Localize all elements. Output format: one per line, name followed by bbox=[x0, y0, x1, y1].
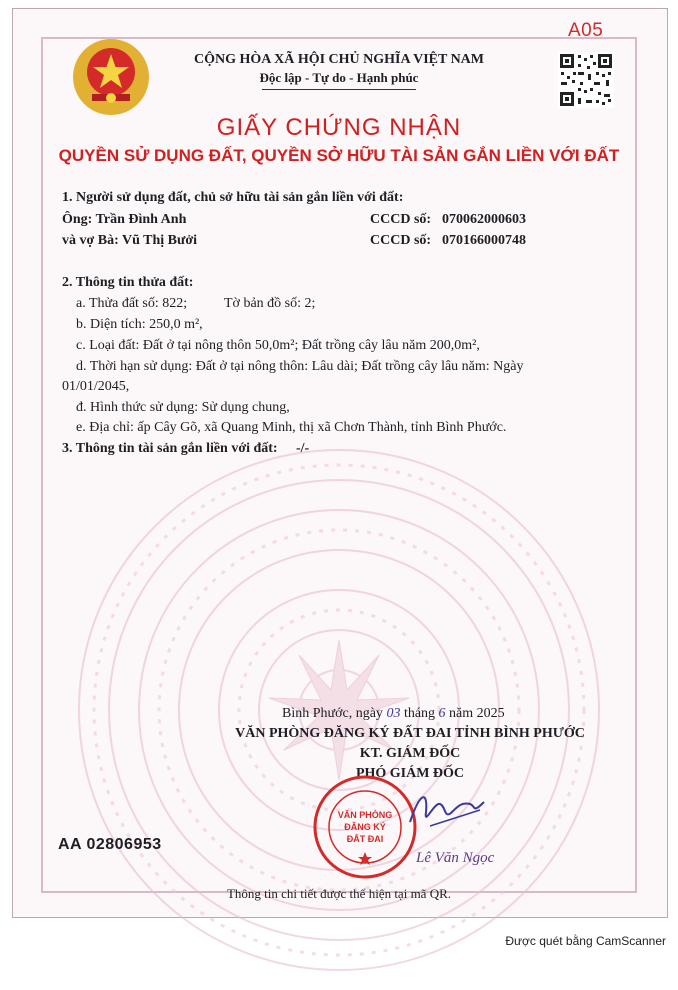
section1-heading: 1. Người sử dụng đất, chủ sở hữu tài sản gắn liền với đất: bbox=[62, 190, 404, 205]
signing-place-date bbox=[282, 706, 505, 722]
motto-underline bbox=[262, 89, 416, 90]
seal-line-1: VĂN PHÒNG bbox=[337, 810, 393, 820]
certificate-subtitle: QUYỀN SỬ DỤNG ĐẤT, QUYỀN SỞ HỮU TÀI SẢN GẮN LIỀN VỚI ĐẤT bbox=[58, 146, 620, 165]
deputy-director-title: PHÓ GIÁM ĐỐC bbox=[355, 766, 465, 781]
section2-heading: 2. Thông tin thửa đất: bbox=[62, 275, 194, 290]
attached-assets-value: -/- bbox=[296, 441, 310, 456]
certificate-title: GIẤY CHỨNG NHẬN bbox=[216, 114, 462, 141]
land-use-term: d. Thời hạn sử dụng: Đất ở tại nông thôn: Lâu dài; Đất trồng cây lâu năm: Ngày bbox=[76, 359, 524, 374]
signing-day: 03 bbox=[386, 706, 401, 721]
month-label: tháng bbox=[403, 706, 436, 721]
spouse-id-label: CCCD số: bbox=[370, 233, 432, 248]
map-sheet-number: Tờ bản đồ số: 2; bbox=[224, 296, 316, 311]
qr-footer-note: Thông tin chi tiết được thể hiện tại mã QR. bbox=[226, 886, 452, 901]
signing-month: 6 bbox=[438, 706, 446, 721]
owner-line: Ông: Trần Đình Anh bbox=[62, 212, 187, 227]
certificate-serial: AA 02806953 bbox=[58, 836, 162, 853]
parcel-number: a. Thửa đất số: 822; bbox=[76, 296, 188, 311]
scanner-credit: Được quét bằng CamScanner bbox=[505, 934, 666, 948]
land-type: c. Loại đất: Đất ở tại nông thôn 50,0m²; Đất trồng cây lâu năm 200,0m², bbox=[76, 338, 480, 353]
signer-name: Lê Văn Ngọc bbox=[416, 850, 495, 866]
section3-heading: 3. Thông tin tài sản gắn liền với đất: bbox=[62, 441, 278, 456]
land-use-term-date: 01/01/2045, bbox=[62, 379, 130, 394]
nation-name: CỘNG HÒA XÃ HỘI CHỦ NGHĨA VIỆT NAM bbox=[193, 52, 484, 67]
issuing-office: VĂN PHÒNG ĐĂNG KÝ ĐẤT ĐAI TỈNH BÌNH PHƯỚC bbox=[235, 726, 585, 741]
seal-line-3: ĐẤT ĐAI bbox=[346, 834, 384, 844]
owner-id-label: CCCD số: bbox=[370, 212, 432, 227]
signing-place: Bình Phước, ngày bbox=[282, 706, 383, 721]
seal-line-2: ĐĂNG KÝ bbox=[344, 822, 386, 832]
spouse-id: 070166000748 bbox=[442, 233, 526, 248]
owner-id: 070062000603 bbox=[442, 212, 526, 227]
usage-form: đ. Hình thức sử dụng: Sử dụng chung, bbox=[76, 400, 290, 415]
document-code: A05 bbox=[568, 20, 604, 41]
national-motto: Độc lập - Tự do - Hạnh phúc bbox=[259, 70, 419, 85]
spouse-line: và vợ Bà: Vũ Thị Bưởi bbox=[62, 233, 198, 248]
on-behalf-of-director: KT. GIÁM ĐỐC bbox=[359, 746, 461, 761]
parcel-area: b. Diện tích: 250,0 m², bbox=[76, 317, 203, 332]
parcel-address: e. Địa chỉ: ấp Cây Gõ, xã Quang Minh, thị xã Chơn Thành, tỉnh Bình Phước. bbox=[76, 420, 507, 435]
year-label: năm 2025 bbox=[449, 706, 505, 721]
handwritten-signature bbox=[400, 782, 490, 842]
